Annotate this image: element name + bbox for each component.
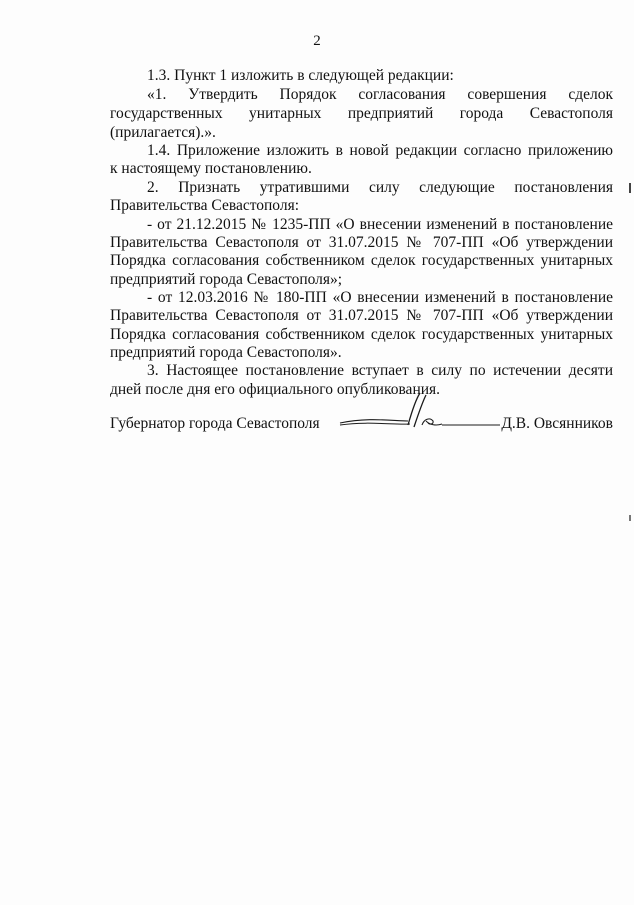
text-line: 2. Признать утратившими силу следующие постановления [147,179,613,196]
signatory-title: Губернатор города Севастополя [110,415,320,432]
text-line: к настоящему постановлению. [110,160,312,177]
text-line: Правительства Севастополя от 31.07.2015 № 707-ПП «Об утверждении [110,307,613,324]
text-line: «1. Утвердить Порядок согласования совершения сделок [147,86,613,103]
text-line: Правительства Севастополя: [110,197,300,214]
signatory-name: Д.В. Овсянников [501,415,613,432]
text-line: 1.4. Приложение изложить в новой редакции согласно приложению [147,142,613,159]
text-line: предприятий города Севастополя»; [110,271,343,288]
text-line: Порядка согласования собственником сделок государственных унитарных [110,326,613,343]
text-line: 3. Настоящее постановление вступает в силу по истечении десяти [147,362,613,379]
text-line: Порядка согласования собственником сделок государственных унитарных [110,252,613,269]
text-line: - от 21.12.2015 № 1235-ПП «О внесении изменений в постановление [147,216,613,233]
scan-edge-mark [629,515,631,521]
text-line: предприятий города Севастополя». [110,344,342,361]
signature-block [110,413,613,435]
text-line: 1.3. Пункт 1 изложить в следующей редакции: [147,67,454,84]
scan-edge-mark [629,183,631,193]
text-line: Правительства Севастополя от 31.07.2015 № 707-ПП «Об утверждении [110,234,613,251]
text-line: государственных унитарных предприятий города Севастополя [110,105,613,122]
text-line: - от 12.03.2016 № 180-ПП «О внесении изменений в постановление [147,289,613,306]
text-line: дней после дня его официального опубликования. [110,381,441,398]
page-number: 2 [313,33,321,49]
text-line: (прилагается).». [110,124,216,141]
handwritten-signature [338,391,503,435]
